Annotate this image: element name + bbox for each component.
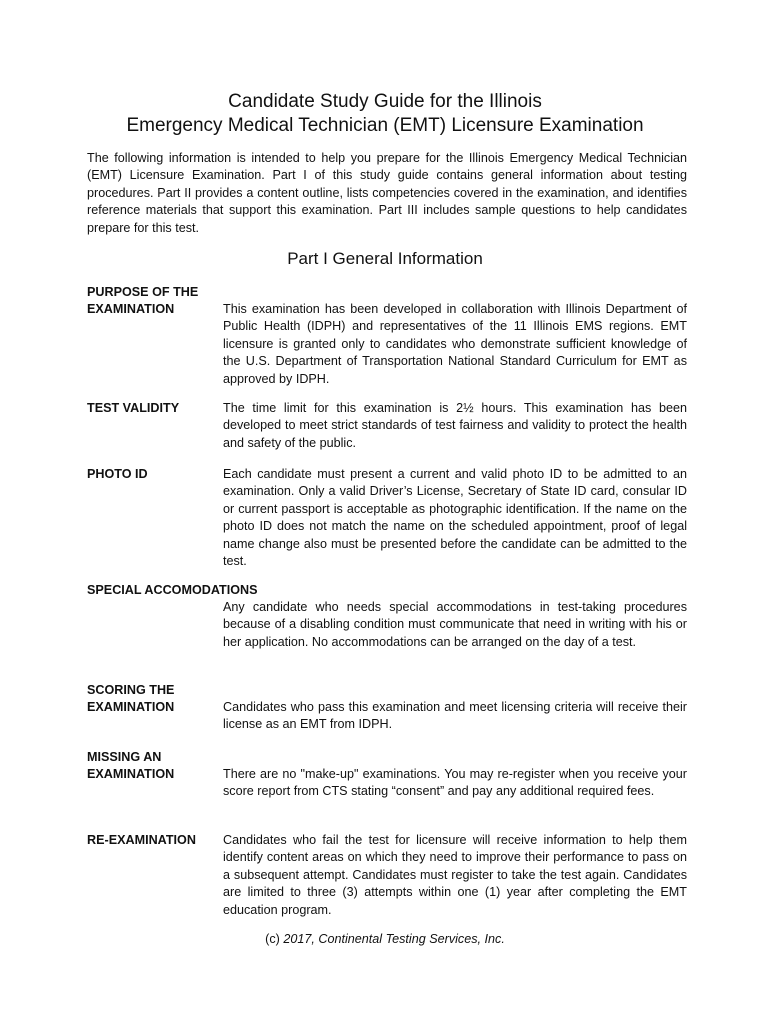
reexam-label: RE-EXAMINATION — [87, 833, 196, 847]
scoring-text: Candidates who pass this examination and meet licensing criteria will receive their license as an EMT from IDPH. — [223, 700, 687, 732]
footer-company: 2017, Continental Testing Services, Inc. — [283, 932, 505, 946]
footer-copyright: (c) — [265, 932, 280, 946]
special-accommodations-label: SPECIAL ACCOMODATIONS — [87, 583, 258, 597]
photo-id-text: Each candidate must present a current and valid photo ID to be admitted to an examination. Only a valid Driver’s License, Secretary of State ID card, consular ID or current passport is acceptable as photographic identification. If the name on the photo ID does not match the name on the scheduled appointment, proof of legal name change also must be presented before the candidate can be admitted to the test. — [223, 467, 687, 569]
purpose-label — [87, 284, 198, 319]
document-title — [0, 90, 770, 138]
purpose-label-line-2: EXAMINATION — [87, 302, 175, 317]
scoring-label — [87, 682, 174, 717]
validity-text: The time limit for this examination is 2½ hours. This examination has been developed to meet strict standards of test fairness and validity to protect the health and safety of the public. — [223, 401, 687, 450]
reexam-text: Candidates who fail the test for licensure will receive information to help them identify content areas on which they need to improve their performance to pass on a subsequent attempt. Candidates must register to take the test again. Candidates are limited to three (3) attempts within one (1) year after completing the EMT education program. — [223, 833, 687, 917]
missing-text: There are no "make-up" examinations. You may re-register when you receive your score report from CTS stating “consent” and pay any additional required fees. — [223, 767, 687, 799]
validity-label: TEST VALIDITY — [87, 401, 180, 415]
title-line-1: Candidate Study Guide for the Illinois — [228, 91, 542, 112]
scoring-label-line-1: SCORING THE — [87, 683, 175, 697]
purpose-text: This examination has been developed in collaboration with Illinois Department of Public Health (IDPH) and representatives of the 11 Illinois EMS regions. EMT licensure is granted only to candidates who demonstrate sufficient knowledge of the U.S. Department of Transportation National Standard Curriculum for EMT as approved by IDPH. — [223, 302, 687, 386]
purpose-label-line-1: PURPOSE OF THE — [87, 285, 199, 299]
missing-label-line-1: MISSING AN — [87, 750, 162, 764]
part-heading: Part I General Information — [287, 249, 483, 268]
title-line-2: Emergency Medical Technician (EMT) Licensure Examination — [126, 115, 644, 136]
photo-id-label: PHOTO ID — [87, 467, 148, 481]
missing-label-line-2: EXAMINATION — [87, 767, 175, 782]
scoring-label-line-2: EXAMINATION — [87, 700, 175, 715]
special-accommodations-text: Any candidate who needs special accommodations in test-taking procedures because of a disabling condition must communicate that need in writing with his or her application. No accommodations can be arranged on the day of a test. — [223, 600, 687, 649]
footer — [0, 931, 770, 948]
intro-paragraph: The following information is intended to help you prepare for the Illinois Emergency Medical Technician (EMT) Licensure Examination. Part I of this study guide contains general information about testing procedures. Part II provides a content outline, lists competencies covered in the examination, and identifies reference materials that support this examination. Part III includes sample questions to help candidates prepare for this test. — [87, 151, 687, 235]
missing-label — [87, 749, 174, 784]
